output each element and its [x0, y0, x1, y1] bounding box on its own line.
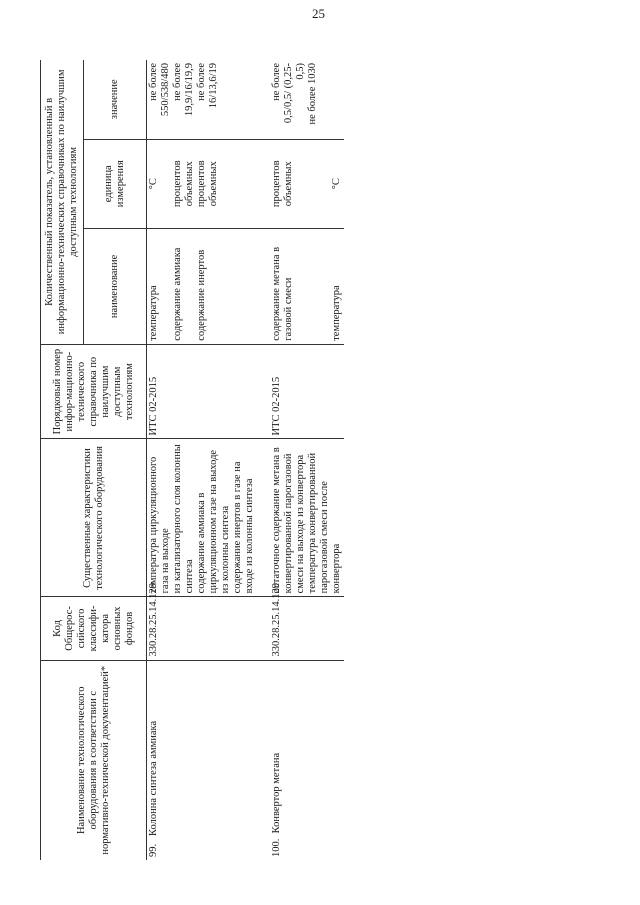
row-characteristics [257, 439, 344, 597]
characteristic-line: содержание инертов в газе на входе из колонны синтеза [232, 461, 255, 594]
row-indicators [257, 229, 344, 345]
unit-line: °С [331, 178, 342, 190]
unit-line: процентов объемных [271, 160, 294, 208]
row-ref: ИТС 02-2015 [257, 344, 344, 439]
row-units [147, 139, 258, 228]
indicator-line: температура [331, 285, 342, 341]
header-characteristics: Существенные характеристики технологического оборудования [41, 439, 147, 597]
row-name: Колонна синтеза аммиака [148, 720, 159, 836]
characteristic-line: остаточное содержание метана в конвертированной парогазовой смеси на выходе из конвертора [271, 447, 306, 594]
subheader-unit: единица измерения [84, 139, 147, 228]
rotated-table-page [0, 30, 640, 900]
row-number: 99. [148, 843, 159, 857]
characteristic-line: из катализаторного слоя колонны синтеза [172, 444, 195, 594]
row-indicators [147, 229, 258, 345]
indicator-line: содержание метана в газовой смеси [271, 246, 294, 341]
row-code: 330.28.25.14.129 [257, 597, 344, 660]
characteristic-line: температура циркуляционного газа на выходе [148, 456, 171, 594]
row-name-cell [257, 660, 344, 860]
row-ref: ИТС 02-2015 [147, 344, 258, 439]
value-line: не более 550/538/480 [148, 63, 171, 117]
row-values [147, 60, 258, 139]
equipment-table [40, 60, 344, 860]
header-name: Наименование технологического оборудования в соответствии с нормативно-технической документацией* [41, 660, 147, 860]
row-units [257, 139, 344, 228]
subheader-name: наименование [84, 229, 147, 345]
indicator-line: содержание инертов [196, 249, 207, 341]
characteristic-line: температура конвертированной парогазовой смеси после конвертора [307, 452, 342, 594]
table-row [257, 60, 344, 860]
header-code: Код Общерос-сийского классифи-катора основных фондов [41, 597, 147, 660]
row-code: 330.28.25.14.129 [147, 597, 258, 660]
value-line: не более 19,9/16/19,9 [172, 63, 195, 117]
row-number: 100. [271, 838, 282, 857]
row-name: Конвертор метана [271, 752, 282, 834]
page-number: 25 [312, 6, 325, 21]
table-header-row [41, 60, 84, 860]
unit-line: процентов объемных [172, 160, 195, 208]
row-name-cell [147, 660, 258, 860]
table-row [147, 60, 258, 860]
unit-line: °С [148, 178, 159, 190]
row-values [257, 60, 344, 139]
value-line: не более 0,5/0,5/ (0,25-0,5) [271, 63, 306, 124]
value-line: не более 16/13,6/19 [196, 63, 219, 109]
subheader-value: значение [84, 60, 147, 139]
indicator-line: содержание аммиака [172, 247, 183, 341]
characteristic-line: содержание аммиака в циркуляционном газе на выходе из колонны синтеза [196, 449, 231, 594]
unit-line: процентов объемных [196, 160, 219, 208]
value-line: не более 1030 [307, 63, 318, 125]
header-ref: Порядковый номер инфор-мационно-технического справочника по наилучшим доступным технологиям [41, 344, 147, 439]
indicator-line: температура [148, 285, 159, 341]
header-group: Количественный показатель, установленный в информационно-технических справочниках по наилучшим доступным технологиям [41, 60, 84, 344]
row-characteristics [147, 439, 258, 597]
